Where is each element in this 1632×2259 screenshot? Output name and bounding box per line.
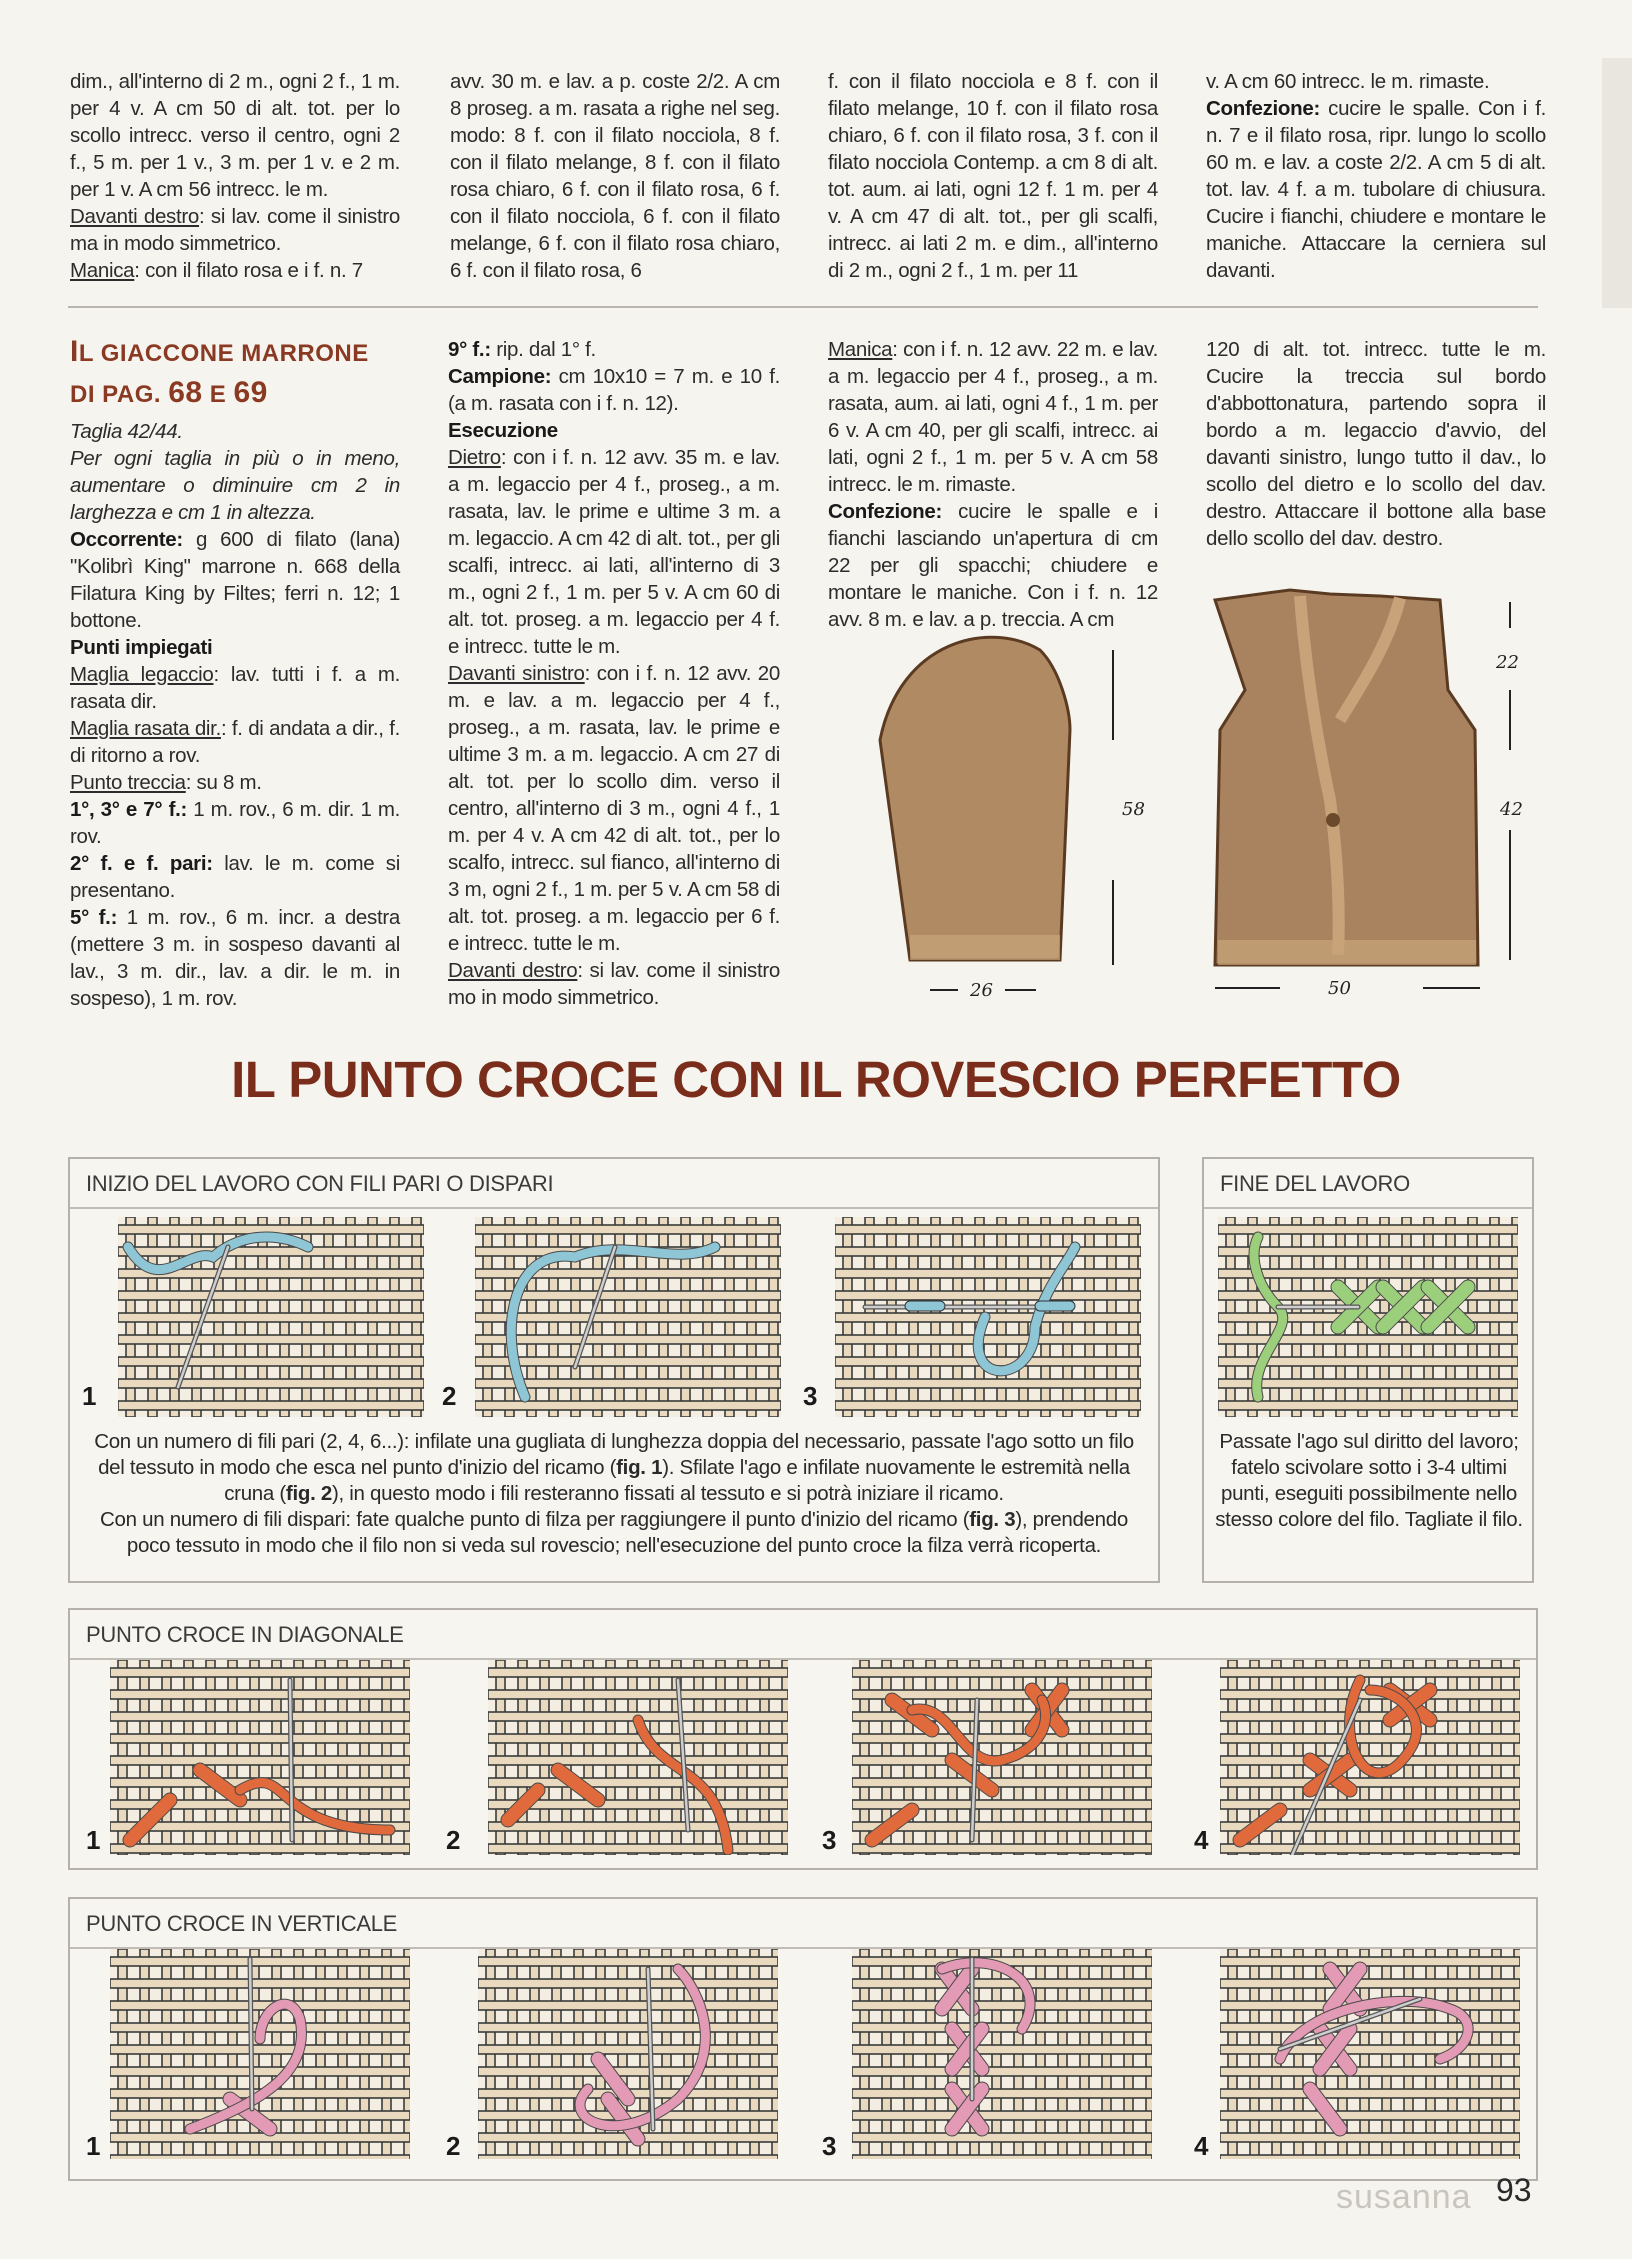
sleeve-width-label: 26 bbox=[970, 980, 993, 1001]
caption-part: Con un numero di fili pari (2, 4, 6...): infilate una gugliata di lunghezza doppia del necessario, passate l'ago sotto un filo del tessuto in modo che esca nel punto d'inizio del ricamo ( bbox=[94, 1430, 1134, 1479]
magazine-name: susanna bbox=[1336, 2178, 1472, 2216]
top-column-1-text: dim., all'interno di 2 m., ogni 2 f., 1 m. per 4 v. A cm 50 di alt. tot. per lo scollo intrecc. verso il centro, ogni 2 f., 5 m. per 1 v., 3 m. per 1 v. e 2 m. per 1 v. A cm 56 intrecc. le m. bbox=[70, 70, 400, 201]
vest-body-label: 42 bbox=[1500, 799, 1523, 820]
illustration-end bbox=[1218, 1217, 1518, 1417]
top-column-4 bbox=[1206, 68, 1546, 284]
section-divider bbox=[68, 306, 1538, 308]
top-column-3 bbox=[828, 68, 1158, 284]
figure-number: 3 bbox=[822, 2131, 837, 2161]
top-column-3-text: f. con il filato nocciola e 8 f. con il filato melange, 10 f. con il filato rosa chiaro, 6 f. con il filato rosa, 3 f. con il filato nocciola Contemp. a cm 8 di alt. tot. aum. ai lati, ogni 12 f. 1 m. per 4 v. A cm 47 di alt. tot., per gli scalfi, intrecc. ai lati 2 m. e dim., all'interno di 2 m., ogni 2 f., 1 m. per 11 bbox=[828, 70, 1158, 282]
row-1-label: 1°, 3° e 7° f.: bbox=[70, 798, 188, 821]
top-column-2 bbox=[450, 68, 780, 284]
page-title: IL PUNTO CROCE CON IL ROVESCIO PERFETTO bbox=[231, 1051, 1401, 1108]
maglia-legaccio-text: : lav. tutti i f. a m. rasata dir. bbox=[70, 663, 400, 713]
article-column-1 bbox=[70, 418, 400, 1012]
figure-number: 3 bbox=[803, 1381, 818, 1411]
box-label: INIZIO DEL LAVORO CON FILI PARI O DISPARI bbox=[86, 1171, 554, 1196]
illustration-diag-2 bbox=[488, 1660, 788, 1855]
title-page-2: 69 bbox=[233, 376, 268, 409]
manica-text: : con il filato rosa e i f. n. 7 bbox=[134, 259, 363, 282]
davanti-sinistro-label: Davanti sinistro bbox=[448, 662, 585, 685]
top-column-4-text: v. A cm 60 intrecc. le m. rimaste. bbox=[1206, 70, 1490, 93]
verticale-box bbox=[68, 1897, 1538, 2181]
illustration-vert-3 bbox=[852, 1949, 1152, 2159]
box-label: PUNTO CROCE IN VERTICALE bbox=[86, 1911, 398, 1936]
confezione-2-label: Confezione: bbox=[828, 500, 942, 523]
diagonale-box bbox=[68, 1608, 1538, 1870]
manica-label: Manica bbox=[70, 259, 135, 282]
fig-ref: fig. 3 bbox=[969, 1508, 1016, 1531]
title-initial: I bbox=[70, 335, 79, 368]
box-separator bbox=[70, 1207, 1158, 1209]
fine-lavoro-box bbox=[1202, 1157, 1534, 1583]
illustration-vert-2 bbox=[478, 1949, 778, 2159]
box-separator bbox=[1204, 1207, 1532, 1209]
illustration-diag-1 bbox=[110, 1660, 410, 1855]
occorrente-text: g 600 di filato (lana) "Kolibrì King" marrone n. 668 della Filatura King by Filtes; ferri n. 12; 1 bottone. bbox=[70, 528, 400, 632]
punto-treccia-label: Punto treccia bbox=[70, 771, 186, 794]
caption-part: ), prendendo poco tessuto in modo che il filo non si veda sul rovescio; nell'esecuzione del punto croce la filza verrà ricoperta. bbox=[126, 1508, 1128, 1557]
inizio-lavoro-box bbox=[68, 1157, 1160, 1583]
figure-number: 4 bbox=[1194, 2131, 1209, 2161]
figure-number: 3 bbox=[822, 1825, 837, 1855]
fine-caption: Passate l'ago sul diritto del lavoro; fatelo scivolare sotto i 3-4 ultimi punti, eseguiti possibilmente nello stesso colore del filo. Tagliate il filo. bbox=[1215, 1430, 1523, 1531]
davanti-destro-label: Davanti destro bbox=[70, 205, 200, 228]
title-page-1: 68 bbox=[168, 376, 203, 409]
article-title bbox=[70, 334, 400, 416]
confezione-text: cucire le spalle. Con i f. n. 7 e il filato rosa, ripr. lungo lo scollo 60 m. e lav. a coste 2/2. A cm 5 di alt. tot. lav. 4 f. a m. tubolare di chiusura. Cucire i fianchi, chiudere e montare le maniche. Attaccare la cerniera sul davanti. bbox=[1206, 97, 1546, 282]
article-column-4-text: 120 di alt. tot. intrecc. tutte le m. Cucire la treccia sul bordo d'abbottonatura, partendo sopra il bordo a m. legaccio d'avvio, del davanti sinistro, lungo tutto il dav., lo scollo del dietro e lo scollo del dav. destro. Attaccare il bottone alla base dello scollo del dav. destro. bbox=[1206, 338, 1546, 550]
row-5-text: 1 m. rov., 6 m. incr. a destra (mettere 3 m. in sospeso davanti al lav., 3 m. dir., lav. a dir. le m. in sospeso), 1 m. rov. bbox=[70, 906, 400, 1010]
figure-number: 1 bbox=[86, 2131, 101, 2161]
dietro-label: Dietro bbox=[448, 446, 501, 469]
fig-ref: fig. 2 bbox=[285, 1482, 332, 1505]
campione-text: cm 10x10 = 7 m. e 10 f. (a m. rasata con i f. n. 12). bbox=[448, 365, 780, 415]
sleeve-height-label: 58 bbox=[1122, 799, 1145, 820]
page-edge-shading bbox=[1592, 58, 1632, 308]
punti-impiegati-heading: Punti impiegati bbox=[70, 636, 213, 659]
article-column-2 bbox=[448, 336, 780, 1011]
manica-2-text: : con i f. n. 12 avv. 22 m. e lav. a m. legaccio per 4 f., proseg., a m. rasata, aum. ai lati, ogni 4 f., 1 m. per 6 v. A cm 40, per gli scalfi, intrecc. ai lati, ogni 2 f., 1 m. per 5 v. A cm 58 intrecc. le m. rimaste. bbox=[828, 338, 1158, 496]
dietro-text: : con i f. n. 12 avv. 35 m. e lav. a m. legaccio per 4 f., proseg., a m. rasata, lav. le prime e ultime 3 m. a m. legaccio. A cm 42 di alt. tot., per gli scalfi, intrecc. ai lati, all'interno di 3 m., ogni 2 f., 1 m. per 5 v. A cm 60 di alt. tot. proseg. a m. legaccio per 4 f. e intrecc. tutte le m. bbox=[448, 446, 780, 658]
article-column-4 bbox=[1206, 336, 1546, 552]
occorrente-label: Occorrente: bbox=[70, 528, 183, 551]
size-note: Per ogni taglia in più o in meno, aumentare o diminuire cm 2 in larghezza e cm 1 in altezza. bbox=[70, 447, 400, 524]
campione-label: Campione: bbox=[448, 365, 552, 388]
title-line-1: L GIACCONE MARRONE bbox=[78, 340, 369, 367]
vest-width-label: 50 bbox=[1328, 978, 1351, 999]
pattern-drawing bbox=[860, 580, 1540, 1020]
esecuzione-heading: Esecuzione bbox=[448, 419, 558, 442]
caption-part: ), in questo modo i fili resteranno fissati al tessuto e si potrà iniziare il ricamo. bbox=[331, 1482, 1004, 1505]
box-label: FINE DEL LAVORO bbox=[1220, 1171, 1410, 1196]
davanti-destro-text: : si lav. come il sinistro ma in modo simmetrico. bbox=[70, 205, 400, 255]
maglia-rasata-label: Maglia rasata dir. bbox=[70, 717, 221, 740]
caption-part: Con un numero di fili dispari: fate qualche punto di filza per raggiungere il punto d'inizio del ricamo ( bbox=[100, 1508, 970, 1531]
illustration-diag-3 bbox=[852, 1660, 1152, 1855]
illustration-start-1 bbox=[118, 1217, 424, 1417]
davanti-sinistro-text: : con i f. n. 12 avv. 20 m. e lav. a m. legaccio per 4 f., proseg., a m. rasata, lav. le prime e ultime 3 m. a m. legaccio. A cm 27 di alt. tot. per lo scollo dim. verso il centro, all'interno di 3 m., ogni 4 f., 1 m. per 4 v. A cm 42 di alt. tot., per lo scalfo, intrecc. sul fianco, all'interno di 3 m, ogni 2 f., 1 m. per 5 v. A cm 58 di alt. tot. proseg. a m. legaccio per 6 f. e intrecc. tutte le m. bbox=[448, 662, 780, 955]
vest-top-label: 22 bbox=[1496, 652, 1519, 673]
illustration-vert-4 bbox=[1220, 1949, 1520, 2159]
figure-number: 2 bbox=[446, 1825, 461, 1855]
row-2-text: lav. le m. come si presentano. bbox=[70, 852, 400, 902]
top-column-2-text: avv. 30 m. e lav. a p. coste 2/2. A cm 8 proseg. a m. rasata a righe nel seg. modo: 8 f. con il filato nocciola, 8 f. con il filato melange, 8 f. con il filato rosa chiaro, 6 f. con il filato rosa, 6 f. con il filato nocciola, 6 f. con il filato melange, 6 f. con il filato rosa chiaro, 6 f. con il filato rosa, 6 bbox=[450, 70, 780, 282]
title-line-2a: DI PAG. bbox=[70, 381, 169, 408]
row-9-text: rip. dal 1° f. bbox=[490, 338, 596, 361]
illustration-vert-1 bbox=[110, 1949, 410, 2159]
vest-shape bbox=[1215, 590, 1478, 965]
illustration-diag-4 bbox=[1220, 1660, 1520, 1855]
row-9-label: 9° f.: bbox=[448, 338, 491, 361]
row-1-text: 1 m. rov., 6 m. dir. 1 m. rov. bbox=[70, 798, 400, 848]
maglia-rasata-text: : f. di andata a dir., f. di ritorno a rov. bbox=[70, 717, 400, 767]
box-label: PUNTO CROCE IN DIAGONALE bbox=[86, 1622, 404, 1647]
inizio-caption bbox=[84, 1429, 1144, 1559]
caption-part: ). Sfilate l'ago e infilate nuovamente le estremità nella cruna ( bbox=[224, 1456, 1130, 1505]
figure-number: 1 bbox=[82, 1381, 97, 1411]
confezione-2-text: cucire le spalle e i fianchi lasciando un'apertura di cm 22 per gli spacchi; chiudere e montare le maniche. Con i f. n. 12 avv. 8 m. e lav. a p. treccia. A cm bbox=[828, 500, 1158, 631]
figure-number: 4 bbox=[1194, 1825, 1209, 1855]
sleeve-shape bbox=[880, 637, 1070, 960]
illustration-start-3 bbox=[835, 1217, 1141, 1417]
davanti-destro-2-text: : si lav. come il sinistro mo in modo simmetrico. bbox=[448, 959, 780, 1009]
row-5-label: 5° f.: bbox=[70, 906, 118, 929]
title-line-2c: E bbox=[202, 381, 234, 408]
confezione-label: Confezione: bbox=[1206, 97, 1320, 120]
row-2-label: 2° f. e f. pari: bbox=[70, 852, 213, 875]
manica-2-label: Manica bbox=[828, 338, 893, 361]
figure-number: 2 bbox=[446, 2131, 461, 2161]
punto-treccia-text: : su 8 m. bbox=[185, 771, 262, 794]
fig-ref: fig. 1 bbox=[616, 1456, 663, 1479]
page-number: 93 bbox=[1496, 2172, 1532, 2208]
size-text: Taglia 42/44. bbox=[70, 420, 183, 443]
top-column-1 bbox=[70, 68, 400, 284]
davanti-destro-2-label: Davanti destro bbox=[448, 959, 578, 982]
maglia-legaccio-label: Maglia legaccio bbox=[70, 663, 214, 686]
figure-number: 2 bbox=[442, 1381, 457, 1411]
illustration-start-2 bbox=[475, 1217, 781, 1417]
figure-number: 1 bbox=[86, 1825, 101, 1855]
